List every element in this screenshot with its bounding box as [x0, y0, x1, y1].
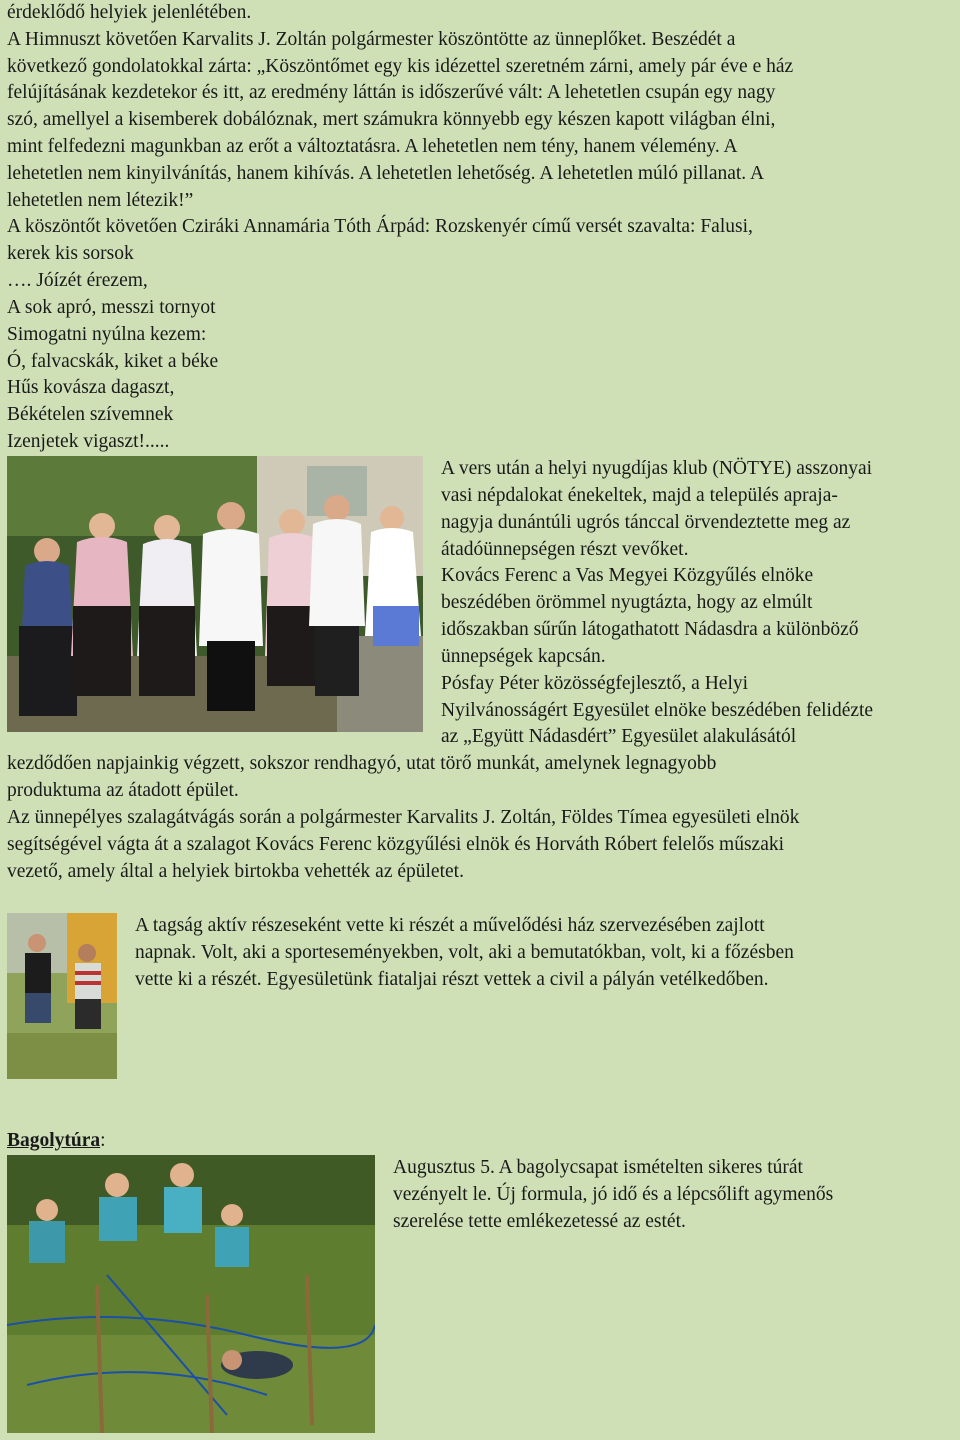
text-line: vezető, amely által a helyiek birtokba vehették az épületet. — [7, 861, 464, 882]
text-line: Nyilvánosságért Egyesület elnöke beszédében felidézte — [441, 700, 874, 721]
text-line: vette ki a részét. Egyesületünk fiataljai részt vettek a civil a pályán vetélkedőben. — [135, 969, 769, 990]
owl-tour-photo — [7, 1155, 375, 1433]
text-line: A tagság aktív részeseként vette ki részét a művelődési ház szervezésében zajlott — [135, 915, 765, 936]
heading-colon: : — [100, 1130, 106, 1151]
poem-line: Simogatni nyúlna kezem: — [7, 324, 207, 345]
section-heading — [7, 1128, 106, 1155]
text-line: produktuma az átadott épület. — [7, 780, 239, 801]
text-line: A köszöntőt követően Cziráki Annamária Tóth Árpád: Rozskenyér című versét szavalta: Falusi, — [7, 216, 753, 237]
text-line: következő gondolatokkal zárta: „Köszöntőmet egy kis idézettel szeretném zárni, amely pár éve e ház — [7, 56, 794, 77]
sports-photo-image — [7, 913, 117, 1079]
text-line: segítségével vágta át a szalagot Kovács Ferenc közgyűlési elnök és Horváth Róbert felelős műszaki — [7, 834, 785, 855]
text-line: ünnepségek kapcsán. — [441, 646, 606, 667]
poem-line: Hűs kovásza dagaszt, — [7, 377, 175, 398]
sports-photo — [7, 913, 117, 1079]
text-line: Kovács Ferenc a Vas Megyei Közgyűlés elnöke — [441, 565, 814, 586]
text-line: nagyja dunántúli ugrós tánccal örvendeztette meg az — [441, 512, 851, 533]
text-line: érdeklődő helyiek jelenlétében. — [7, 2, 252, 23]
text-line: lehetetlen nem létezik!” — [7, 190, 194, 211]
text-line: szó, amellyel a kisemberek dobálóznak, mert számukra könnyebb egy készen kapott világban élni, — [7, 109, 776, 130]
text-line: A vers után a helyi nyugdíjas klub (NÖTYE) asszonyai — [441, 458, 873, 479]
text-line: az „Együtt Nádasdért” Egyesület alakulásától — [441, 726, 797, 747]
text-line: A Himnuszt követően Karvalits J. Zoltán polgármester köszöntötte az ünneplőket. Beszédét a — [7, 29, 736, 50]
poem-line: Békételen szívemnek — [7, 404, 174, 425]
poem-line: Izenjetek vigaszt!..... — [7, 431, 170, 452]
text-line: beszédében örömmel nyugtázta, hogy az elmúlt — [441, 592, 813, 613]
text-line: időszakban sűrűn látogathatott Nádasdra a különböző — [441, 619, 859, 640]
text-line: átadóünnepségen részt vevőket. — [441, 539, 689, 560]
text-line: napnak. Volt, aki a sporteseményekben, volt, aki a bemutatókban, volt, ki a főzésben — [135, 942, 794, 963]
text-line: lehetetlen nem kinyilvánítás, hanem kihívás. A lehetetlen lehetőség. A lehetetlen múló pillanat. A — [7, 163, 765, 184]
bagolytura-heading: Bagolytúra — [7, 1130, 101, 1151]
text-line: felújításának kezdetekor és itt, az eredmény láttán is időszerűvé vált: A lehetetlen csupán egy nagy — [7, 82, 776, 103]
text-line: vezényelt le. Új formula, jó idő és a lépcsőlift agymenős — [393, 1184, 834, 1205]
owl-tour-photo-image — [7, 1155, 375, 1433]
text-line: kerek kis sorsok — [7, 243, 134, 264]
poem-line: …. Jóízét érezem, — [7, 270, 148, 291]
text-line: Pósfay Péter közösségfejlesztő, a Helyi — [441, 673, 749, 694]
folk-group-photo-image — [7, 456, 423, 732]
text-line: mint felfedezni magunkban az erőt a változtatásra. A lehetetlen nem tény, hanem vélemény. A — [7, 136, 738, 157]
poem-line: A sok apró, messzi tornyot — [7, 297, 216, 318]
text-line: Augusztus 5. A bagolycsapat ismételten sikeres túrát — [393, 1157, 803, 1178]
text-line: Az ünnepélyes szalagátvágás során a polgármester Karvalits J. Zoltán, Földes Tímea egyesületi elnök — [7, 807, 800, 828]
folk-group-photo — [7, 456, 423, 732]
poem-line: Ó, falvacskák, kiket a béke — [7, 351, 219, 372]
text-line: vasi népdalokat énekeltek, majd a település apraja- — [441, 485, 838, 506]
text-line: kezdődően napjainkig végzett, sokszor rendhagyó, utat törő munkát, amelynek legnagyobb — [7, 753, 717, 774]
text-line: szerelése tette emlékezetessé az estét. — [393, 1211, 686, 1232]
